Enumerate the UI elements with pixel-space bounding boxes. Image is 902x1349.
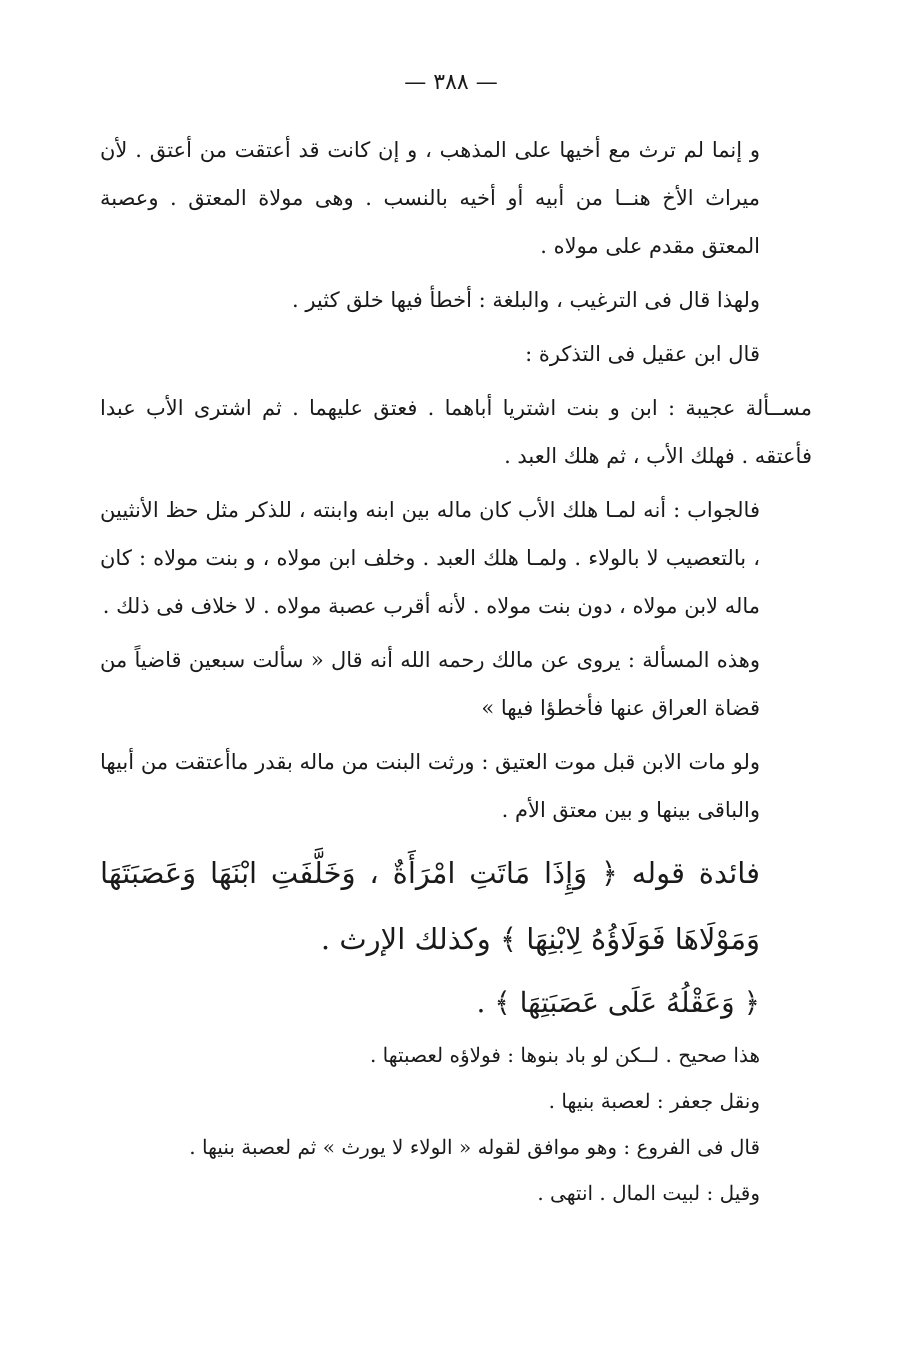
paragraph: ولهذا قال فى الترغيب ، والبلغة : أخطأ فيها خلق كثير . bbox=[291, 288, 760, 312]
paragraph: مســألة عجيبة : ابن و بنت اشتريا أباهما . فعتق عليهما . ثم اشترى الأب عبدا فأعتقه . فهلك الأب ، ثم هلك العبد . bbox=[100, 396, 812, 468]
paragraph: وقيل : لبيت المال . انتهى . bbox=[537, 1181, 760, 1205]
page-number: — ٣٨٨ — bbox=[404, 70, 498, 95]
quranic-quote: ﴿ وَعَقْلُهُ عَلَى عَصَبَتِهَا ﴾ . bbox=[476, 986, 760, 1019]
paragraph: وهذه المسألة : يروى عن مالك رحمه الله أنه قال « سألت سبعين قاضياً من قضاة العراق عنها فأخطؤا فيها » bbox=[100, 648, 760, 720]
paragraph: فالجواب : أنه لمـا هلك الأب كان ماله بين ابنه وابنته ، للذكر مثل حظ الأنثيين ، بالتعصيب لا بالولاء . ولمـا هلك العبد . وخلف ابن مولاه ، و بنت مولاه : كان ماله لابن مولاه ، دون بنت مولاه . لأنه أقرب عصبة مولاه . لا خلاف فى ذلك . bbox=[100, 498, 760, 618]
paragraph: قال فى الفروع : وهو موافق لقوله « الولاء لا يورث » ثم لعصبة بنيها . bbox=[189, 1135, 760, 1159]
paragraph: ولو مات الابن قبل موت العتيق : ورثت البنت من ماله بقدر ماأعتقت من أبيها والباقى بينها و بين معتق الأم . bbox=[100, 750, 760, 822]
paragraph: هذا صحيح . لــكن لو باد بنوها : فولاؤه لعصبتها . bbox=[369, 1043, 760, 1067]
quranic-note-paragraph: فائدة قوله ﴿ وَإِذَا مَاتَتِ امْرَأَةٌ ، وَخَلَّفَتِ ابْنَهَا وَعَصَبَتَهَا وَمَوْلَاهَا فَوَلَاؤُهُ لِابْنِهَا ﴾ وكذلك الإرث . bbox=[100, 856, 760, 956]
page-body bbox=[100, 126, 812, 1216]
paragraph: و إنما لم ترث مع أخيها على المذهب ، و إن كانت قد أعتقت من أعتق . لأن ميراث الأخ هنــا من أبيه أو أخيه بالنسب . وهى مولاة المعتق . وعصبة المعتق مقدم على مولاه . bbox=[100, 138, 760, 258]
paragraph: قال ابن عقيل فى التذكرة : bbox=[525, 342, 760, 366]
paragraph: ونقل جعفر : لعصبة بنيها . bbox=[548, 1089, 760, 1113]
